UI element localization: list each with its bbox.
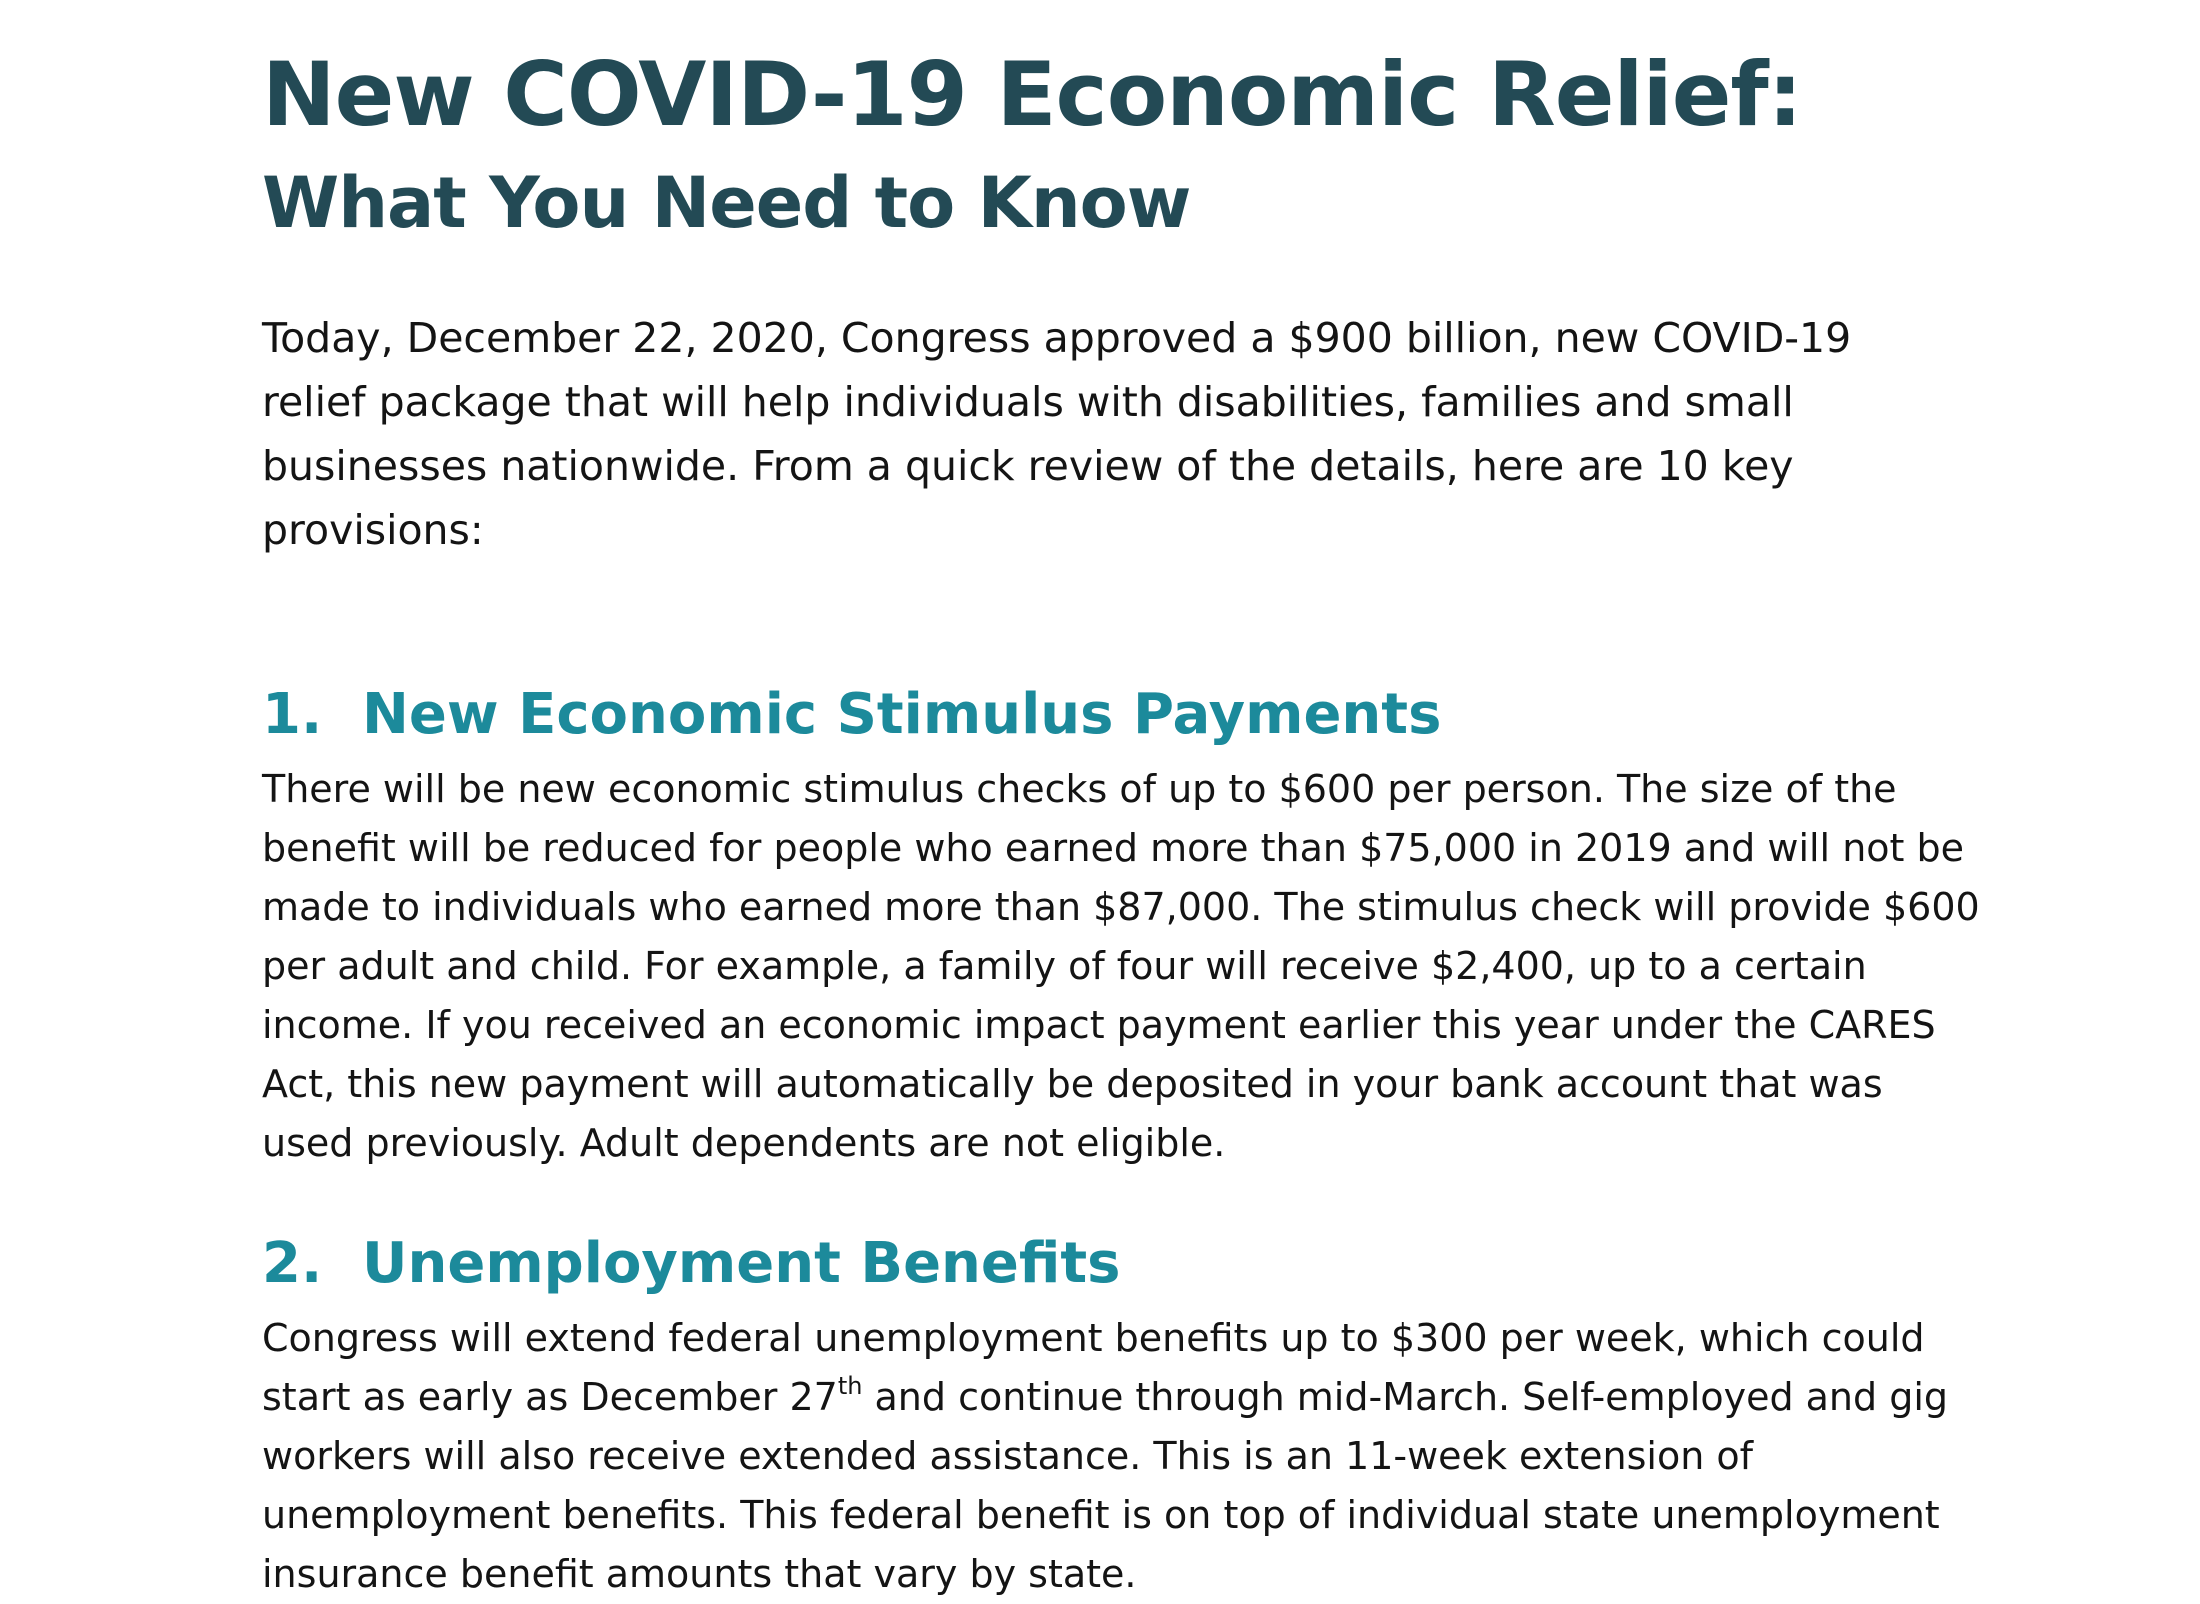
section-number: 1. (262, 682, 323, 747)
page-subtitle: What You Need to Know (262, 162, 1191, 244)
page-title: New COVID-19 Economic Relief: (262, 43, 1802, 146)
section-unemployment-benefits (262, 1229, 1982, 1604)
section-title: Unemployment Benefits (362, 1231, 1121, 1296)
section-body-text-continued: and continue through mid-March. Self-employed and gig workers will also receive extended assistance. This is an 11-week extension of unemployment benefits. This federal benefit is on top of individual state unemployment insurance benefit amounts that vary by state. (262, 1375, 1949, 1596)
section-body: There will be new economic stimulus checks of up to $600 per person. The size of the benefit will be reduced for people who earned more than $75,000 in 2019 and will not be made to individuals who earned more than $87,000. The stimulus check will provide $600 per adult and child. For example, a family of four will receive $2,400, up to a certain income. If you received an economic impact payment earlier this year under the CARES Act, this new payment will automatically be deposited in your bank account that was used previously. Adult dependents are not eligible. (262, 767, 1980, 1165)
section-stimulus-payments (262, 680, 1982, 1173)
section-heading (262, 680, 1982, 750)
section-title: New Economic Stimulus Payments (362, 682, 1442, 747)
ordinal-superscript: th (837, 1372, 863, 1400)
section-heading (262, 1229, 1982, 1299)
section-body-text: Congress will extend federal unemployment benefits up to $300 per week, which could start as early as December 27 (262, 1316, 1925, 1419)
intro-paragraph: Today, December 22, 2020, Congress approved a $900 billion, new COVID-19 relief package that will help individuals with disabilities, families and small businesses nationwide. From a quick review of the details, here are 10 key provisions: (262, 314, 1852, 554)
document-page (262, 40, 1982, 1604)
section-body (262, 1309, 1982, 1604)
section-number: 2. (262, 1231, 323, 1296)
